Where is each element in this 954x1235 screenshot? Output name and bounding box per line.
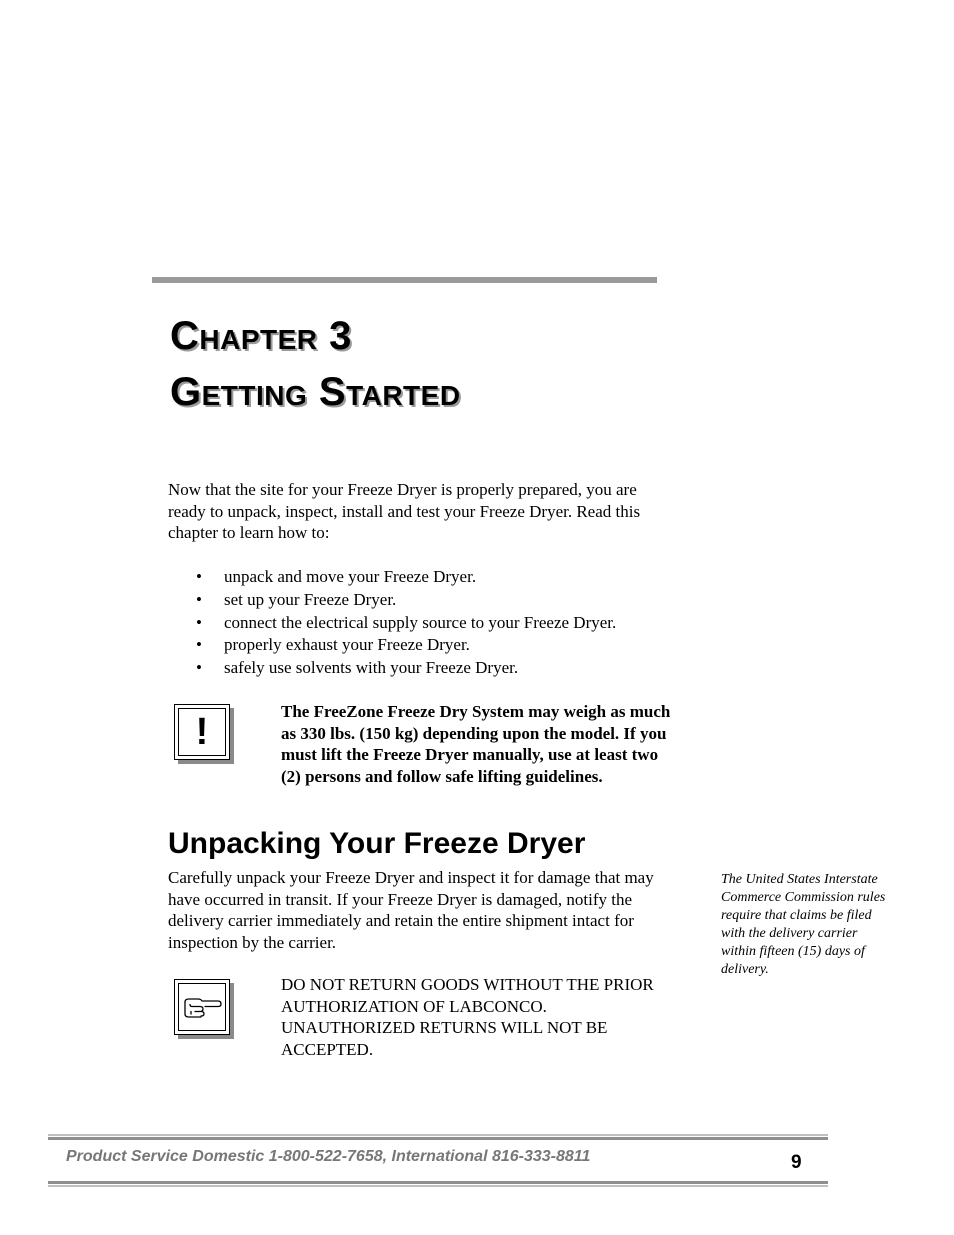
note-text: DO NOT RETURN GOODS WITHOUT THE PRIOR AUTHORIZATION OF LABCONCO. UNAUTHORIZED RETURNS WILL NOT BE ACCEPTED. (281, 975, 654, 1059)
list-item: • safely use solvents with your Freeze Dryer. (196, 657, 696, 680)
list-item: • unpack and move your Freeze Dryer. (196, 566, 696, 589)
section-heading: Unpacking Your Freeze Dryer (168, 827, 586, 860)
footer-bottom-rule (48, 1181, 828, 1187)
list-item: • properly exhaust your Freeze Dryer. (196, 634, 696, 657)
list-item: • connect the electrical supply source to your Freeze Dryer. (196, 612, 696, 635)
list-item: • set up your Freeze Dryer. (196, 589, 696, 612)
chapter-title (170, 308, 461, 420)
pointing-hand-icon (181, 994, 223, 1020)
warning-text: The FreeZone Freeze Dry System may weigh as much as 330 lbs. (150 kg) depending upon the model. If you must lift the Freeze Dryer manually, use at least two (2) persons and follow safe lifting guidelines. (281, 702, 671, 786)
footer-top-rule (48, 1134, 828, 1140)
exclamation-icon: ! (178, 708, 226, 756)
margin-note: The United States Interstate Commerce Commission rules require that claims be filed with the delivery carrier within fifteen (15) days of delivery. (721, 872, 886, 977)
chapter-top-rule (152, 277, 657, 283)
chapter-number: Chapter 3 (170, 314, 352, 358)
page-number: 9 (791, 1152, 802, 1173)
intro-paragraph: Now that the site for your Freeze Dryer is properly prepared, you are ready to unpack, inspect, install and test your Freeze Dryer. Read this chapter to learn how to: (168, 480, 641, 542)
chapter-name: Getting Started (170, 370, 461, 414)
warning-icon-box (174, 704, 230, 760)
footer-contact: Product Service Domestic 1-800-522-7658, International 816-333-8811 (66, 1148, 591, 1165)
unpacking-paragraph: Carefully unpack your Freeze Dryer and inspect it for damage that may have occurred in transit. If your Freeze Dryer is damaged, notify the delivery carrier immediately and retain the entire shipment intact for inspection by the carrier. (168, 868, 654, 952)
topic-list (196, 566, 696, 680)
note-icon-box (174, 979, 230, 1035)
